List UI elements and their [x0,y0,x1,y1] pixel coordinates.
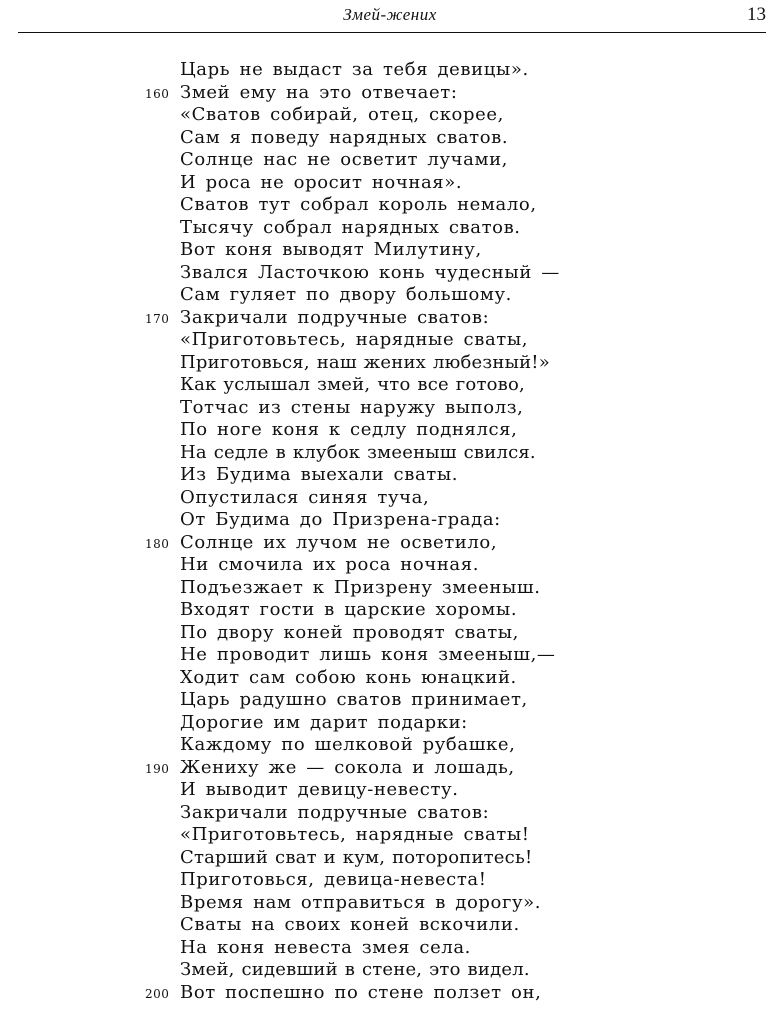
verse-text: Время нам отправиться в дорогу». [180,891,542,913]
verse-text: Сватов тут собрал король немало, [180,194,537,215]
verse-line [0,802,780,825]
running-head [0,0,780,34]
verse-line [0,509,780,532]
verse-line [0,554,780,577]
verse-line [0,892,780,915]
verse-text: Закричали подручные сватов: [180,306,490,328]
verse-text: Вот поспешно по стене ползет он, [180,981,542,1003]
verse-line [0,172,780,195]
verse-line [0,622,780,645]
verse-line [0,532,780,555]
page-number: 13 [747,4,766,25]
verse-text: На седле в клубок змееныш свился. [180,441,536,463]
verse-line [0,352,780,375]
verse-line [0,397,780,420]
verse-line [0,217,780,240]
line-number: 190 [145,761,170,776]
verse-text: «Приготовьтесь, нарядные сваты, [180,329,529,350]
verse-line [0,577,780,600]
verse-line [0,104,780,127]
header-rule [18,32,766,33]
verse-text: Змей ему на это отвечает: [180,81,458,103]
verse-text: Жениху же — сокола и лошадь, [180,756,515,778]
verse-text: Сам гуляет по двору большому. [180,284,513,305]
verse-text: Вот коня выводят Милутину, [180,239,482,260]
verse-text: Ходит сам собою конь юнацкий. [180,666,517,688]
verse-text: Как услышал змей, что все готово, [180,374,525,395]
verse-text: «Сватов собирай, отец, скорее, [180,104,504,125]
verse-text: Старший сват и кум, поторопитесь! [180,846,533,868]
verse-line [0,374,780,397]
verse-text: Ни смочила их роса ночная. [180,554,480,575]
verse-text: Дорогие им дарит подарки: [180,711,468,733]
verse-line [0,487,780,510]
verse-text: От Будима до Призрена-града: [180,509,501,530]
verse-line [0,734,780,757]
line-number: 160 [145,86,170,101]
verse-text: «Приготовьтесь, нарядные сваты! [180,824,530,845]
verse-text: По ноге коня к седлу поднялся, [180,419,518,440]
verse-line [0,59,780,82]
verse-line [0,847,780,870]
verse-line [0,329,780,352]
verse-line [0,149,780,172]
verse-text: Подъезжает к Призрену змееныш. [180,576,541,598]
verse-line [0,757,780,780]
verse-line [0,914,780,937]
verse-line [0,644,780,667]
verse-line [0,599,780,622]
verse-text: Опустилася синяя туча, [180,486,430,508]
verse-line [0,712,780,735]
verse-text: Приготовься, наш жених любезный!» [180,351,550,373]
verse-text: Не проводит лишь коня змееныш,— [180,644,556,665]
verse-line [0,194,780,217]
verse-text: И роса не оросит ночная». [180,171,463,193]
line-number: 180 [145,536,170,551]
verse-text: Тотчас из стены наружу выполз, [180,396,524,418]
verse-text: На коня невеста змея села. [180,936,472,958]
verse-line [0,667,780,690]
verse-line [0,869,780,892]
verse-line [0,982,780,1005]
verse-line [0,419,780,442]
verse-text: Царь не выдаст за тебя девицы». [180,59,529,80]
verse-text: Сам я поведу нарядных сватов. [180,126,509,148]
verse-line [0,464,780,487]
verse-line [0,82,780,105]
verse-line [0,127,780,150]
line-number: 170 [145,311,170,326]
verse-line [0,239,780,262]
verse-text: Солнце нас не осветит лучами, [180,149,509,170]
verse-line [0,779,780,802]
verse-line [0,689,780,712]
verse-line [0,284,780,307]
verse-line [0,959,780,982]
verse-line [0,937,780,960]
verse-line [0,307,780,330]
verse-line [0,262,780,285]
verse-text: Сваты на своих коней вскочили. [180,914,520,935]
verse-line [0,824,780,847]
verse-text: Каждому по шелковой рубашке, [180,734,516,755]
verse-text: Звался Ласточкою конь чудесный — [180,261,560,283]
verse-text: Закричали подручные сватов: [180,801,490,823]
verse-text: По двору коней проводят сваты, [180,621,519,643]
verse-text: Из Будима выехали сваты. [180,464,459,485]
verse-text: Змей, сидевший в стене, это видел. [180,959,530,980]
line-number: 200 [145,986,170,1001]
verse-text: Тысячу собрал нарядных сватов. [180,216,521,238]
verse-text: Царь радушно сватов принимает, [180,689,528,710]
verse-text: Солнце их лучом не осветило, [180,531,498,553]
running-title: Змей-жених [343,5,437,24]
verse-line [0,442,780,465]
verse-text: Приготовься, девица-невеста! [180,869,487,890]
verse-text: Входят гости в царские хоромы. [180,599,518,620]
verse-text: И выводит девицу-невесту. [180,779,459,800]
poem-text [0,59,780,1004]
